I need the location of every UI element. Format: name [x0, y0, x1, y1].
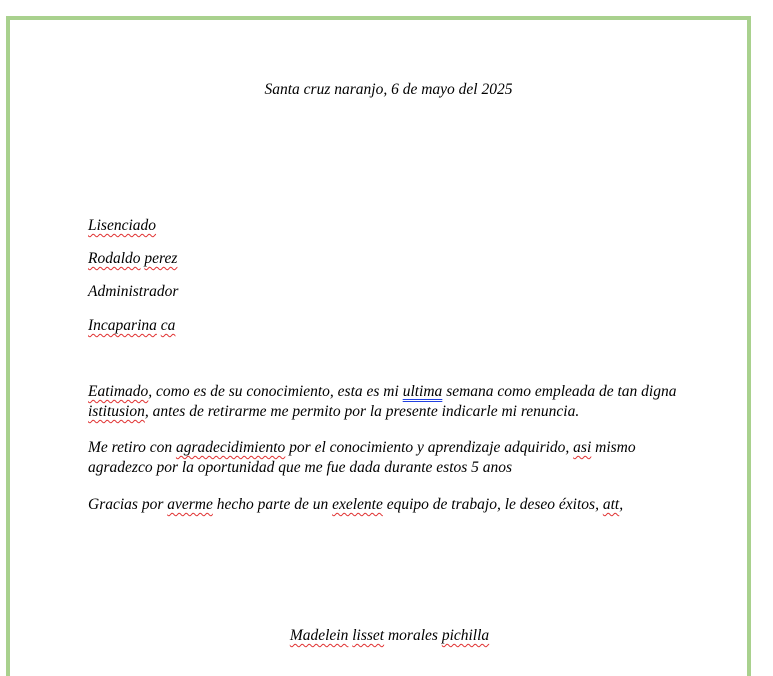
grammar-flagged-word: ultima: [402, 383, 443, 400]
date-line: [10, 80, 747, 100]
misspelled-word: exelente: [332, 496, 383, 513]
paragraph-text: por el conocimiento y aprendizaje adquirido,: [285, 439, 574, 456]
paragraph-text: Gracias por: [88, 496, 168, 513]
misspelled-word: Incaparina: [88, 317, 157, 334]
misspelled-word: Madelein: [289, 627, 349, 644]
misspelled-word: Rodaldo: [88, 250, 141, 267]
misspelled-word: perez: [144, 250, 178, 267]
misspelled-word: agradecidimiento: [175, 439, 286, 456]
document-page: [6, 16, 751, 676]
body-paragraph-3: [88, 495, 688, 515]
signature-line: [10, 626, 747, 646]
signature-text: morales: [384, 627, 442, 644]
misspelled-word: lisset: [352, 627, 385, 644]
paragraph-text: hecho parte de un: [212, 496, 333, 513]
paragraph-text: equipo de trabajo, le deseo éxitos,: [382, 496, 603, 513]
recipient-position: [88, 282, 178, 302]
misspelled-word: istitusion: [88, 403, 145, 420]
recipient-name: [88, 249, 177, 269]
position-text: Administrador: [88, 283, 179, 300]
paragraph-text: , como es de su conocimiento, esta es mi: [148, 383, 403, 400]
misspelled-word: Lisenciado: [88, 217, 157, 234]
paragraph-text: ,: [619, 496, 624, 513]
misspelled-word: pichilla: [441, 627, 490, 644]
misspelled-word: ca: [160, 317, 176, 334]
misspelled-word: att: [602, 496, 620, 513]
recipient-company: [88, 316, 175, 336]
misspelled-word: Eatimado: [88, 383, 149, 400]
misspelled-word: asi: [573, 439, 592, 456]
body-paragraph-2: [88, 438, 688, 478]
paragraph-text: semana como empleada de tan digna: [442, 383, 677, 400]
body-paragraph-1: [88, 382, 688, 422]
paragraph-text: Me retiro con: [88, 439, 176, 456]
recipient-title: [88, 216, 156, 236]
date-text: Santa cruz naranjo, 6 de mayo del 2025: [264, 81, 513, 98]
misspelled-word: averme: [167, 496, 213, 513]
paragraph-text: , antes de retirarme me permito por la presente indicarle mi renuncia.: [144, 403, 580, 420]
paragraph-text: mismo agradezco por la oportunidad que me fue dada durante estos 5 anos: [88, 439, 636, 476]
